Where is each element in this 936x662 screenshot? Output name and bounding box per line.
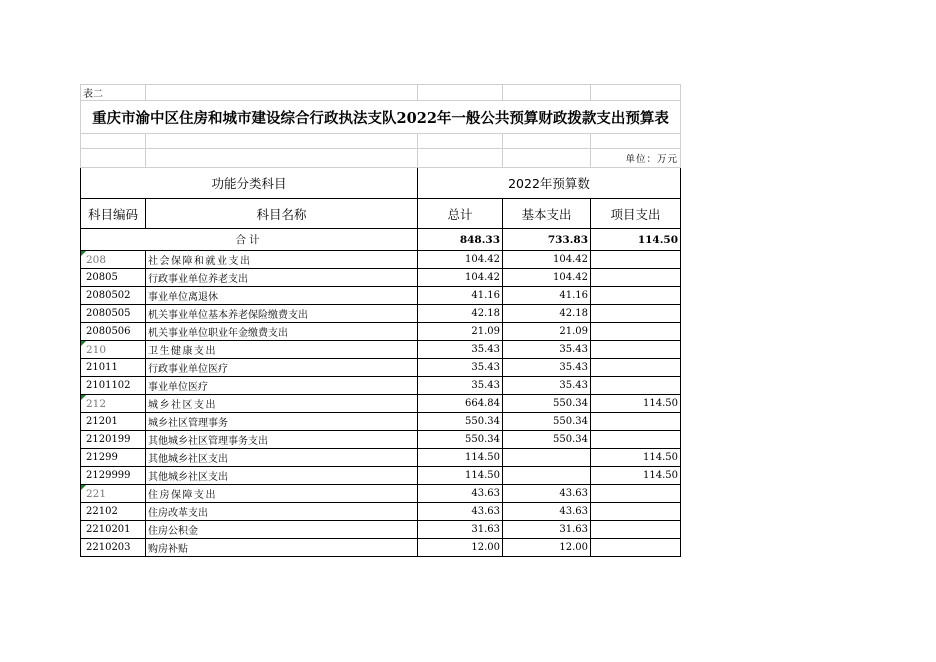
- row-project: [591, 521, 681, 539]
- row-total: 104.42: [418, 251, 503, 269]
- row-total: 550.34: [418, 413, 503, 431]
- row-code: 212: [81, 395, 146, 413]
- row-code: 22102: [81, 503, 146, 521]
- row-total: 21.09: [418, 323, 503, 341]
- row-code: 2080505: [81, 305, 146, 323]
- code-header: 科目编码: [81, 199, 146, 229]
- row-basic: 35.43: [503, 377, 591, 395]
- row-project: [591, 539, 681, 557]
- row-code: 21201: [81, 413, 146, 431]
- budget-sheet: [80, 84, 680, 557]
- row-project: [591, 323, 681, 341]
- row-basic: [503, 449, 591, 467]
- row-name: 行政事业单位医疗: [146, 359, 418, 377]
- row-project: [591, 431, 681, 449]
- total-label: 合计: [81, 229, 418, 251]
- total-basic: 733.83: [503, 229, 591, 251]
- row-code: 2210203: [81, 539, 146, 557]
- row-total: 35.43: [418, 377, 503, 395]
- budget-group-header: 2022年预算数: [418, 168, 681, 199]
- row-total: 12.00: [418, 539, 503, 557]
- row-basic: 550.34: [503, 413, 591, 431]
- row-name: 住房改革支出: [146, 503, 418, 521]
- table-row: [81, 251, 681, 269]
- row-code: 2080506: [81, 323, 146, 341]
- row-total: 41.16: [418, 287, 503, 305]
- table-row: [81, 395, 681, 413]
- row-total: 43.63: [418, 485, 503, 503]
- row-project: [591, 269, 681, 287]
- row-code: 2101102: [81, 377, 146, 395]
- row-name: 其他城乡社区支出: [146, 467, 418, 485]
- page-title: 重庆市渝中区住房和城市建设综合行政执法支队2022年一般公共预算财政拨款支出预算表: [81, 101, 681, 134]
- row-code: 2080502: [81, 287, 146, 305]
- row-project: [591, 485, 681, 503]
- row-total: 35.43: [418, 341, 503, 359]
- row-basic: 42.18: [503, 305, 591, 323]
- budget-table: [80, 84, 681, 557]
- row-name: 住房公积金: [146, 521, 418, 539]
- basic-header: 基本支出: [503, 199, 591, 229]
- row-code: 20805: [81, 269, 146, 287]
- table-row: [81, 269, 681, 287]
- row-basic: 43.63: [503, 485, 591, 503]
- table-row: [81, 521, 681, 539]
- row-project: [591, 503, 681, 521]
- row-total: 114.50: [418, 467, 503, 485]
- row-name: 事业单位离退休: [146, 287, 418, 305]
- total-header: 总计: [418, 199, 503, 229]
- row-project: [591, 251, 681, 269]
- row-total: 550.34: [418, 431, 503, 449]
- row-basic: 35.43: [503, 359, 591, 377]
- row-name: 事业单位医疗: [146, 377, 418, 395]
- table-row: [81, 449, 681, 467]
- row-name: 城乡社区管理事务: [146, 413, 418, 431]
- row-basic: 21.09: [503, 323, 591, 341]
- table-row: [81, 323, 681, 341]
- table-row: [81, 341, 681, 359]
- row-total: 114.50: [418, 449, 503, 467]
- row-total: 42.18: [418, 305, 503, 323]
- row-total: 664.84: [418, 395, 503, 413]
- sheet-label: 表二: [81, 85, 146, 101]
- row-basic: 12.00: [503, 539, 591, 557]
- row-name: 社会保障和就业支出: [146, 251, 418, 269]
- row-code: 2129999: [81, 467, 146, 485]
- row-basic: 31.63: [503, 521, 591, 539]
- row-total: 104.42: [418, 269, 503, 287]
- row-project: [591, 341, 681, 359]
- row-name: 其他城乡社区管理事务支出: [146, 431, 418, 449]
- row-basic: 104.42: [503, 251, 591, 269]
- total-sum: 848.33: [418, 229, 503, 251]
- row-name: 行政事业单位养老支出: [146, 269, 418, 287]
- category-group-header: 功能分类科目: [81, 168, 418, 199]
- row-basic: 41.16: [503, 287, 591, 305]
- row-code: 21299: [81, 449, 146, 467]
- row-name: 机关事业单位职业年金缴费支出: [146, 323, 418, 341]
- row-code: 221: [81, 485, 146, 503]
- row-project: [591, 287, 681, 305]
- row-basic: 43.63: [503, 503, 591, 521]
- row-code: 208: [81, 251, 146, 269]
- row-name: 住房保障支出: [146, 485, 418, 503]
- total-row: [81, 229, 681, 251]
- table-row: [81, 431, 681, 449]
- total-project: 114.50: [591, 229, 681, 251]
- row-basic: 35.43: [503, 341, 591, 359]
- name-header: 科目名称: [146, 199, 418, 229]
- table-row: [81, 413, 681, 431]
- row-name: 其他城乡社区支出: [146, 449, 418, 467]
- row-name: 城乡社区支出: [146, 395, 418, 413]
- row-basic: 550.34: [503, 431, 591, 449]
- row-total: 35.43: [418, 359, 503, 377]
- row-code: 2120199: [81, 431, 146, 449]
- row-basic: 104.42: [503, 269, 591, 287]
- row-total: 31.63: [418, 521, 503, 539]
- row-total: 43.63: [418, 503, 503, 521]
- table-row: [81, 503, 681, 521]
- table-row: [81, 377, 681, 395]
- project-header: 项目支出: [591, 199, 681, 229]
- row-basic: 550.34: [503, 395, 591, 413]
- row-project: [591, 377, 681, 395]
- row-project: [591, 413, 681, 431]
- row-project: 114.50: [591, 449, 681, 467]
- table-row: [81, 485, 681, 503]
- table-row: [81, 287, 681, 305]
- row-project: [591, 359, 681, 377]
- row-project: 114.50: [591, 467, 681, 485]
- table-row: [81, 359, 681, 377]
- row-name: 机关事业单位基本养老保险缴费支出: [146, 305, 418, 323]
- unit-label: 单位：万元: [591, 149, 681, 168]
- row-code: 21011: [81, 359, 146, 377]
- row-name: 购房补贴: [146, 539, 418, 557]
- table-row: [81, 305, 681, 323]
- table-row: [81, 467, 681, 485]
- row-basic: [503, 467, 591, 485]
- row-project: [591, 305, 681, 323]
- row-code: 2210201: [81, 521, 146, 539]
- table-row: [81, 539, 681, 557]
- row-project: 114.50: [591, 395, 681, 413]
- row-name: 卫生健康支出: [146, 341, 418, 359]
- row-code: 210: [81, 341, 146, 359]
